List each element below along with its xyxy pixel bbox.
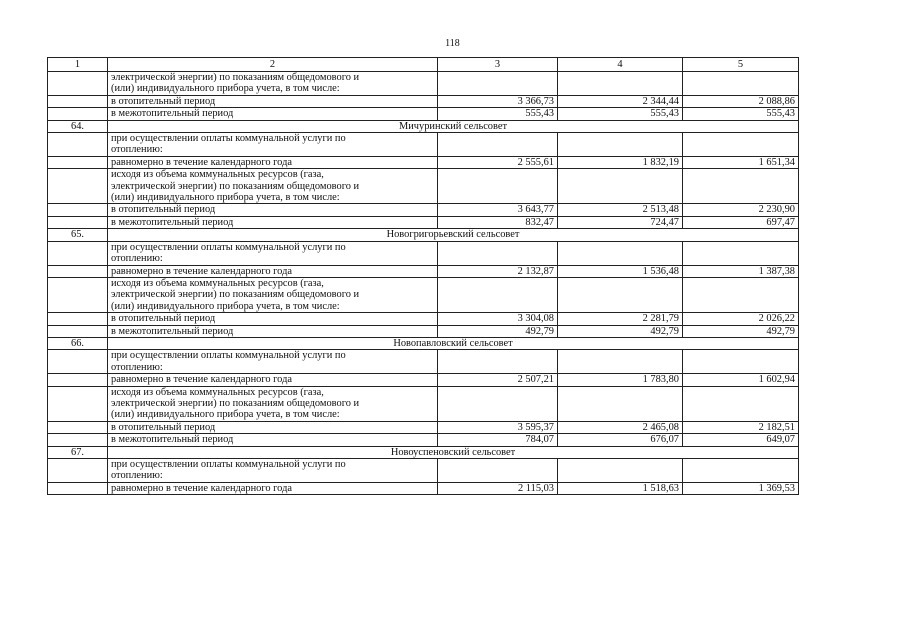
- description-line: отоплению:: [111, 470, 163, 482]
- empty-cell: [48, 108, 108, 120]
- value-row: [48, 265, 799, 277]
- description-row: [48, 241, 799, 265]
- empty-cell: [48, 156, 108, 168]
- section-title: Новогригорьевский сельсовет: [108, 229, 799, 241]
- empty-cell: [48, 374, 108, 386]
- description-line: электрической энергии) по показаниям общедомового и: [111, 397, 360, 409]
- description-line: (или) индивидуального прибора учета, в том числе:: [111, 409, 340, 421]
- row-label: в межотопительный период: [108, 434, 438, 446]
- value-cell-c4: 2 465,08: [558, 421, 683, 433]
- empty-cell: [48, 459, 108, 483]
- empty-cell: [683, 386, 799, 421]
- empty-cell: [48, 386, 108, 421]
- empty-cell: [48, 434, 108, 446]
- value-cell-c3: 2 132,87: [438, 265, 558, 277]
- column-number-2: 2: [108, 58, 438, 72]
- value-cell-c4: 1 536,48: [558, 265, 683, 277]
- section-number: 65.: [48, 229, 108, 241]
- value-row: [48, 421, 799, 433]
- description-line: при осуществлении оплаты коммунальной услуги по: [111, 459, 346, 470]
- description-line: отоплению:: [111, 361, 163, 373]
- description-row: [48, 72, 799, 96]
- empty-cell: [683, 459, 799, 483]
- empty-cell: [48, 325, 108, 337]
- empty-cell: [683, 169, 799, 204]
- value-cell-c3: 492,79: [438, 325, 558, 337]
- description-line: исходя из объема коммунальных ресурсов (газа,: [111, 169, 324, 181]
- tariff-table-body: [48, 58, 799, 495]
- description-row: [48, 169, 799, 204]
- column-number-4: 4: [558, 58, 683, 72]
- description-cell: [108, 386, 438, 421]
- value-cell-c5: 697,47: [683, 216, 799, 228]
- column-number-3: 3: [438, 58, 558, 72]
- value-row: [48, 95, 799, 107]
- description-row: [48, 350, 799, 374]
- section-number: 67.: [48, 446, 108, 458]
- value-cell-c3: 3 366,73: [438, 95, 558, 107]
- description-line: электрической энергии) по показаниям общедомового и: [111, 289, 360, 301]
- empty-cell: [48, 72, 108, 96]
- empty-cell: [438, 386, 558, 421]
- section-row: [48, 337, 799, 349]
- value-row: [48, 374, 799, 386]
- value-cell-c3: 3 643,77: [438, 204, 558, 216]
- row-label: в межотопительный период: [108, 108, 438, 120]
- empty-cell: [683, 133, 799, 157]
- empty-cell: [683, 277, 799, 312]
- empty-cell: [48, 133, 108, 157]
- description-cell: [108, 277, 438, 312]
- value-row: [48, 156, 799, 168]
- section-number: 66.: [48, 337, 108, 349]
- empty-cell: [48, 241, 108, 265]
- row-label: равномерно в течение календарного года: [108, 374, 438, 386]
- empty-cell: [48, 216, 108, 228]
- empty-cell: [558, 386, 683, 421]
- value-cell-c5: 1 387,38: [683, 265, 799, 277]
- value-cell-c4: 1 832,19: [558, 156, 683, 168]
- section-row: [48, 120, 799, 132]
- section-row: [48, 229, 799, 241]
- value-cell-c3: 784,07: [438, 434, 558, 446]
- column-number-5: 5: [683, 58, 799, 72]
- empty-cell: [48, 204, 108, 216]
- empty-cell: [683, 350, 799, 374]
- row-label: равномерно в течение календарного года: [108, 156, 438, 168]
- value-cell-c5: 1 651,34: [683, 156, 799, 168]
- section-title: Мичуринский сельсовет: [108, 120, 799, 132]
- empty-cell: [438, 350, 558, 374]
- empty-cell: [683, 241, 799, 265]
- empty-cell: [438, 72, 558, 96]
- section-row: [48, 446, 799, 458]
- value-cell-c3: 3 304,08: [438, 313, 558, 325]
- empty-cell: [438, 133, 558, 157]
- value-cell-c3: 2 507,21: [438, 374, 558, 386]
- description-row: [48, 133, 799, 157]
- section-title: Новоуспеновский сельсовет: [108, 446, 799, 458]
- empty-cell: [558, 459, 683, 483]
- empty-cell: [48, 313, 108, 325]
- value-cell-c4: 2 281,79: [558, 313, 683, 325]
- value-row: [48, 434, 799, 446]
- description-row: [48, 277, 799, 312]
- value-row: [48, 204, 799, 216]
- description-cell: [108, 459, 438, 483]
- value-row: [48, 313, 799, 325]
- description-cell: [108, 72, 438, 96]
- empty-cell: [438, 241, 558, 265]
- value-cell-c5: 649,07: [683, 434, 799, 446]
- description-line: электрической энергии) по показаниям общедомового и: [111, 180, 360, 192]
- value-cell-c4: 492,79: [558, 325, 683, 337]
- value-cell-c5: 1 369,53: [683, 482, 799, 494]
- description-cell: [108, 241, 438, 265]
- value-row: [48, 216, 799, 228]
- empty-cell: [558, 133, 683, 157]
- value-cell-c5: 1 602,94: [683, 374, 799, 386]
- section-title: Новопавловский сельсовет: [108, 337, 799, 349]
- row-label: в отопительный период: [108, 204, 438, 216]
- value-cell-c4: 555,43: [558, 108, 683, 120]
- empty-cell: [48, 482, 108, 494]
- value-cell-c5: 2 026,22: [683, 313, 799, 325]
- description-line: исходя из объема коммунальных ресурсов (газа,: [111, 277, 324, 289]
- value-cell-c3: 555,43: [438, 108, 558, 120]
- description-cell: [108, 133, 438, 157]
- column-number-1: 1: [48, 58, 108, 72]
- row-label: равномерно в течение календарного года: [108, 482, 438, 494]
- empty-cell: [438, 169, 558, 204]
- description-line: электрической энергии) по показаниям общедомового и: [111, 72, 360, 83]
- value-cell-c3: 2 115,03: [438, 482, 558, 494]
- empty-cell: [48, 265, 108, 277]
- description-line: (или) индивидуального прибора учета, в том числе:: [111, 192, 340, 204]
- empty-cell: [558, 241, 683, 265]
- empty-cell: [48, 277, 108, 312]
- description-row: [48, 459, 799, 483]
- description-line: отоплению:: [111, 144, 163, 156]
- value-cell-c3: 832,47: [438, 216, 558, 228]
- description-line: (или) индивидуального прибора учета, в том числе:: [111, 300, 340, 312]
- value-cell-c5: 492,79: [683, 325, 799, 337]
- description-line: при осуществлении оплаты коммунальной услуги по: [111, 241, 346, 253]
- empty-cell: [48, 421, 108, 433]
- value-cell-c4: 2 513,48: [558, 204, 683, 216]
- section-number: 64.: [48, 120, 108, 132]
- value-cell-c4: 724,47: [558, 216, 683, 228]
- description-line: при осуществлении оплаты коммунальной услуги по: [111, 350, 346, 362]
- empty-cell: [48, 95, 108, 107]
- empty-cell: [558, 72, 683, 96]
- row-label: в отопительный период: [108, 313, 438, 325]
- value-cell-c4: 1 783,80: [558, 374, 683, 386]
- value-row: [48, 325, 799, 337]
- description-row: [48, 386, 799, 421]
- value-cell-c4: 1 518,63: [558, 482, 683, 494]
- empty-cell: [558, 169, 683, 204]
- row-label: в отопительный период: [108, 421, 438, 433]
- value-cell-c5: 2 230,90: [683, 204, 799, 216]
- description-cell: [108, 169, 438, 204]
- value-cell-c4: 2 344,44: [558, 95, 683, 107]
- value-cell-c3: 2 555,61: [438, 156, 558, 168]
- description-line: при осуществлении оплаты коммунальной услуги по: [111, 133, 346, 145]
- value-cell-c5: 2 182,51: [683, 421, 799, 433]
- description-line: исходя из объема коммунальных ресурсов (газа,: [111, 386, 324, 398]
- row-label: в межотопительный период: [108, 325, 438, 337]
- value-cell-c5: 2 088,86: [683, 95, 799, 107]
- empty-cell: [558, 277, 683, 312]
- value-cell-c4: 676,07: [558, 434, 683, 446]
- empty-cell: [683, 72, 799, 96]
- value-row: [48, 482, 799, 494]
- page-number: 118: [445, 38, 460, 49]
- value-cell-c5: 555,43: [683, 108, 799, 120]
- empty-cell: [558, 350, 683, 374]
- empty-cell: [48, 350, 108, 374]
- column-number-row: [48, 58, 799, 72]
- description-cell: [108, 350, 438, 374]
- row-label: в межотопительный период: [108, 216, 438, 228]
- value-cell-c3: 3 595,37: [438, 421, 558, 433]
- empty-cell: [438, 459, 558, 483]
- description-line: (или) индивидуального прибора учета, в том числе:: [111, 83, 340, 95]
- row-label: в отопительный период: [108, 95, 438, 107]
- tariff-table: [47, 57, 799, 495]
- empty-cell: [438, 277, 558, 312]
- description-line: отоплению:: [111, 253, 163, 265]
- value-row: [48, 108, 799, 120]
- row-label: равномерно в течение календарного года: [108, 265, 438, 277]
- empty-cell: [48, 169, 108, 204]
